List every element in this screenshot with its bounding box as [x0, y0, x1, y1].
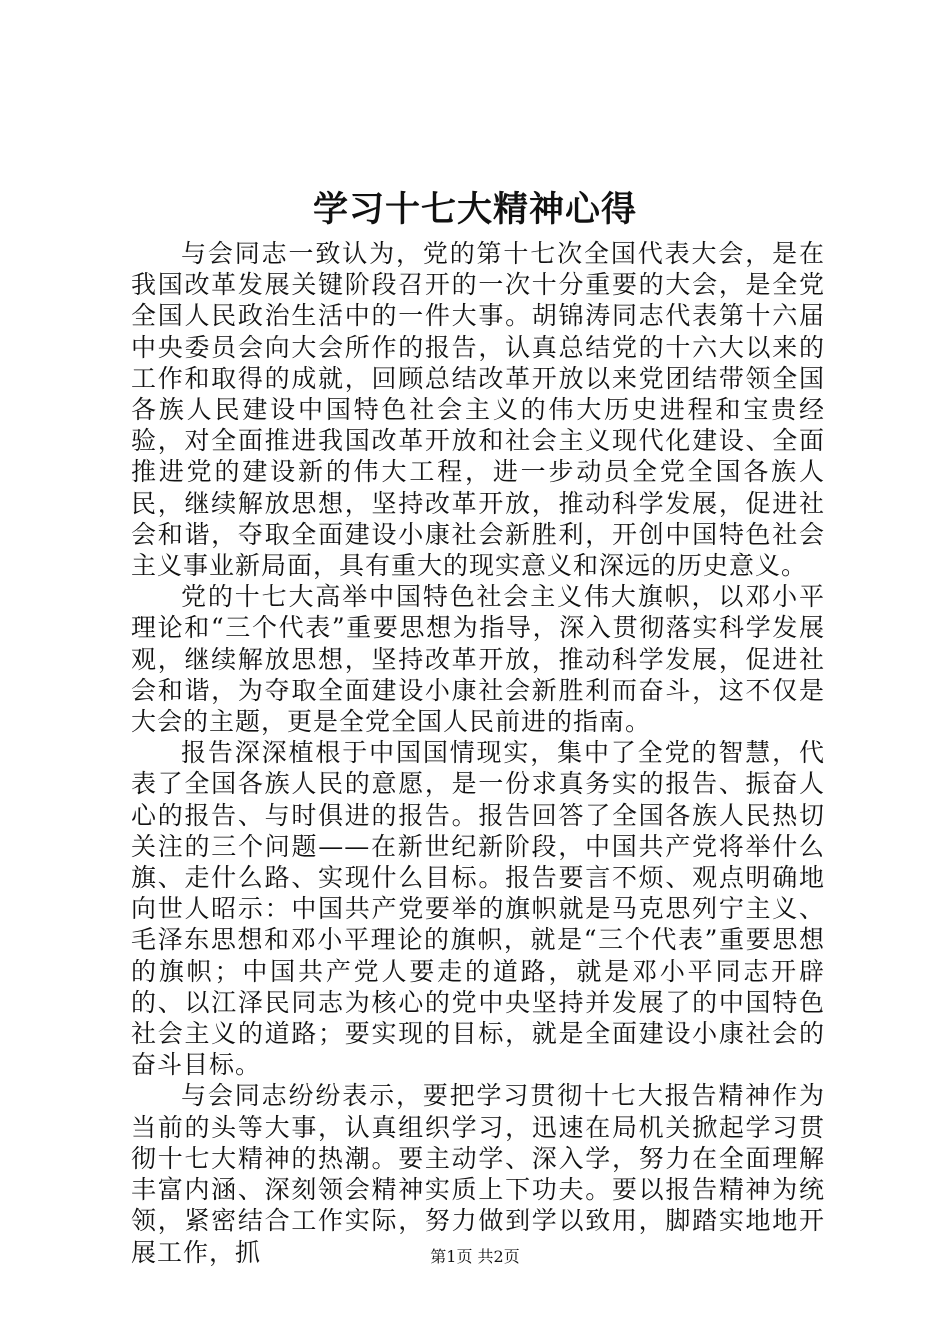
paragraph-1: 与会同志一致认为，党的第十七次全国代表大会，是在我国改革发展关键阶段召开的一次十分重要的大会，是全党全国人民政治生活中的一件大事。胡锦涛同志代表第十六届中央委员会向大会所作的报告，认真总结党的十六大以来的工作和取得的成就，回顾总结改革开放以来党团结带领全国各族人民建设中国特色社会主义的伟大历史进程和宝贵经验，对全面推进我国改革开放和社会主义现代化建设、全面推进党的建设新的伟大工程，进一步动员全党全国各族人民，继续解放思想，坚持改革开放，推动科学发展，促进社会和谐，夺取全面建设小康社会新胜利，开创中国特色社会主义事业新局面，具有重大的现实意义和深远的历史意义。	[131, 239, 825, 581]
paragraph-2: 党的十七大高举中国特色社会主义伟大旗帜，以邓小平理论和“三个代表”重要思想为指导，深入贯彻落实科学发展观，继续解放思想，坚持改革开放，推动科学发展，促进社会和谐，为夺取全面建设小康社会新胜利而奋斗，这不仅是大会的主题，更是全党全国人民前进的指南。	[131, 582, 825, 737]
document-body	[131, 238, 825, 1268]
paragraph-3: 报告深深植根于中国国情现实，集中了全党的智慧，代表了全国各族人民的意愿，是一份求真务实的报告、振奋人心的报告、与时俱进的报告。报告回答了全国各族人民热切关注的三个问题——在新世纪新阶段，中国共产党将举什么旗、走什么路、实现什么目标。报告要言不烦、观点明确地向世人昭示：中国共产党要举的旗帜就是马克思列宁主义、毛泽东思想和邓小平理论的旗帜，就是“三个代表”重要思想的旗帜；中国共产党人要走的道路，就是邓小平同志开辟的、以江泽民同志为核心的党中央坚持并发展了的中国特色社会主义的道路；要实现的目标，就是全面建设小康社会的奋斗目标。	[131, 738, 825, 1080]
paragraph-4: 与会同志纷纷表示，要把学习贯彻十七大报告精神作为当前的头等大事，认真组织学习，迅速在局机关掀起学习贯彻十七大精神的热潮。要主动学、深入学，努力在全面理解丰富内涵、深刻领会精神实质上下功夫。要以报告精神为统领，紧密结合工作实际，努力做到学以致用，脚踏实地地开展工作，抓	[131, 1081, 825, 1267]
document-title: 学习十七大精神心得	[312, 189, 637, 230]
page-number-footer: 第1页 共2页	[430, 1247, 520, 1266]
